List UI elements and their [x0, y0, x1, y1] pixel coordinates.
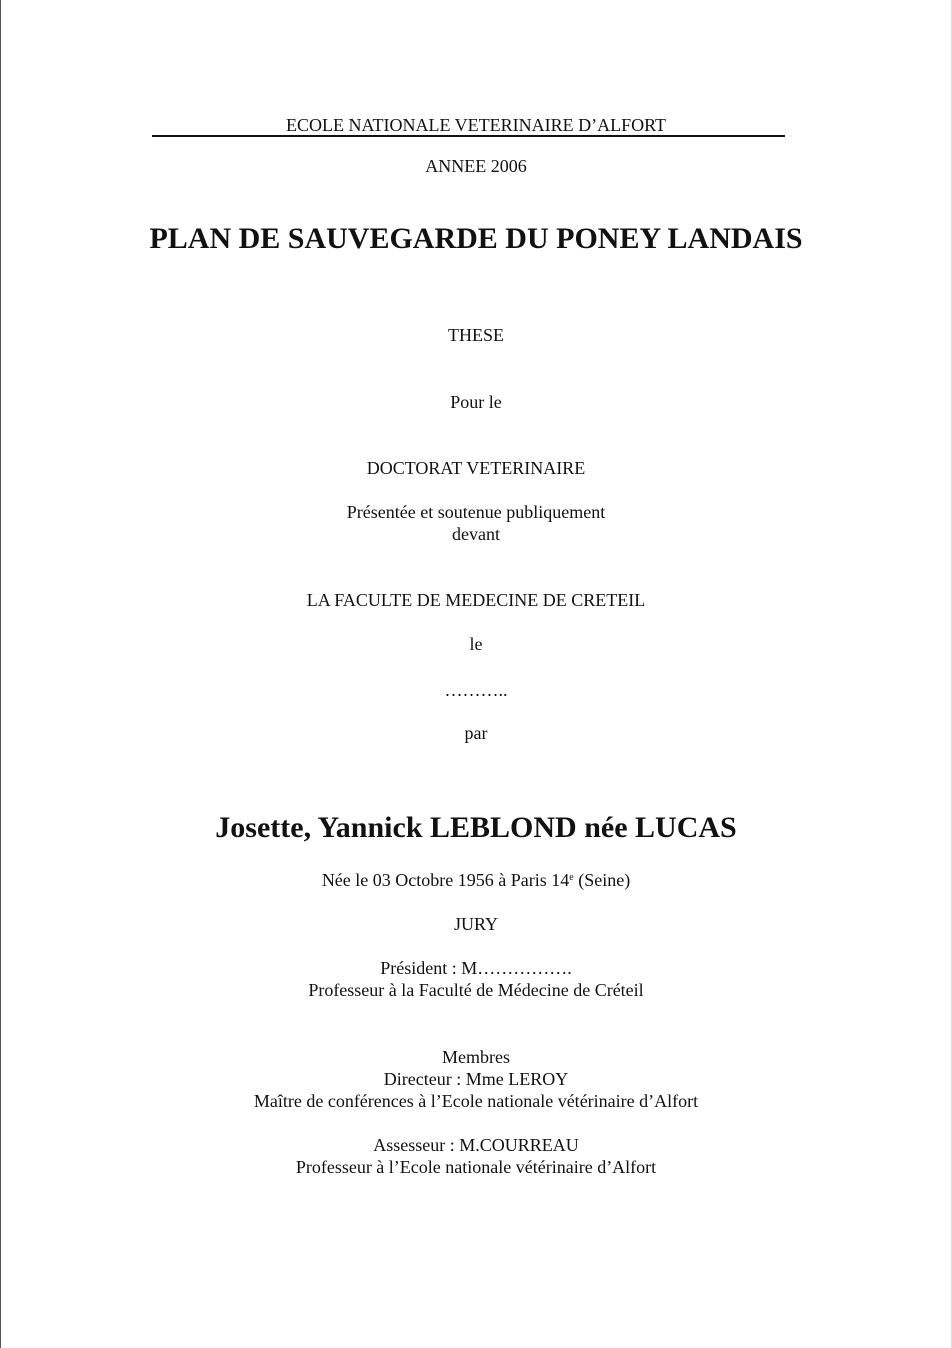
devant-text: devant [452, 524, 500, 544]
jury-assessor-title: Professeur à l’Ecole nationale vétérinaire d’Alfort [295, 1157, 657, 1177]
birth-suffix: (Seine) [573, 870, 631, 890]
jury-heading: JURY [453, 914, 498, 934]
birth-superscript: e [569, 872, 574, 883]
birth-prefix: Née le 03 Octobre 1956 à Paris 14 [321, 870, 570, 890]
year: ANNEE 2006 [425, 156, 527, 176]
presented-text: Présentée et soutenue publiquement [346, 502, 606, 522]
le-text: le [469, 634, 483, 654]
header-rule [152, 135, 785, 137]
degree: DOCTORAT VETERINAIRE [366, 458, 586, 478]
thesis-title: PLAN DE SAUVEGARDE DU PONEY LANDAIS [149, 222, 803, 255]
jury-president-title: Professeur à la Faculté de Médecine de Créteil [308, 980, 644, 1000]
thesis-label: THESE [448, 325, 504, 345]
jury-president: Président : M……………. [380, 958, 572, 978]
faculty: LA FACULTE DE MEDECINE DE CRETEIL [306, 590, 646, 610]
jury-assessor: Assesseur : M.COURREAU [373, 1135, 579, 1155]
author-name: Josette, Yannick LEBLOND née LUCAS [215, 811, 737, 844]
jury-director: Directeur : Mme LEROY [383, 1069, 569, 1089]
jury-director-title: Maître de conférences à l’Ecole nationale vétérinaire d’Alfort [253, 1091, 699, 1111]
school-name: ECOLE NATIONALE VETERINAIRE D’ALFORT [285, 115, 667, 135]
pour-le-text: Pour le [450, 392, 502, 412]
date-placeholder: ……….. [444, 680, 508, 700]
jury-members-heading: Membres [442, 1047, 510, 1067]
par-text: par [464, 723, 488, 743]
birth-info [0, 869, 952, 891]
